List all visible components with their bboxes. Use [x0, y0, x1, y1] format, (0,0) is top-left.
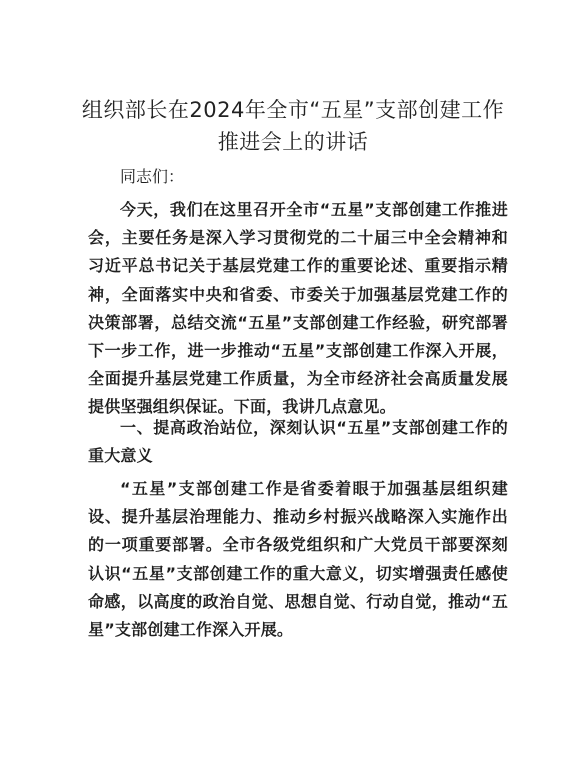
body-paragraph-2: “五星”支部创建工作是省委着眼于加强基层组织建设、提升基层治理能力、推动乡村振兴战略深入实施作出的一项重要部署。全市各级党组织和广大党员干部要深刻认识“五星”支部创建工作的重大意义，切实增强责任感使命感，以高度的政治自觉、思想自觉、行动自觉，推动“五星”支部创建工作深入开展。 [88, 479, 508, 640]
document-title-line1: 组织部长在2024年全市“五星”支部创建工作 [81, 98, 505, 122]
document-title-line2: 推进会上的讲话 [217, 130, 369, 154]
salutation: 同志们： [120, 167, 185, 186]
section-heading-1: 一、提高政治站位，深刻认识“五星”支部创建工作的重大意义 [88, 418, 508, 466]
body-paragraph-1: 今天，我们在这里召开全市“五星”支部创建工作推进会，主要任务是深入学习贯彻党的二十届三中全会精神和习近平总书记关于基层党建工作的重要论述、重要指示精神，全面落实中央和省委、市委关于加强基层党建工作的决策部署，总结交流“五星”支部创建工作经验，研究部署下一步工作，进一步推动“五星”支部创建工作深入开展，全面提升基层党建工作质量，为全市经济社会高质量发展提供坚强组织保证。下面，我讲几点意见。 [88, 200, 508, 417]
